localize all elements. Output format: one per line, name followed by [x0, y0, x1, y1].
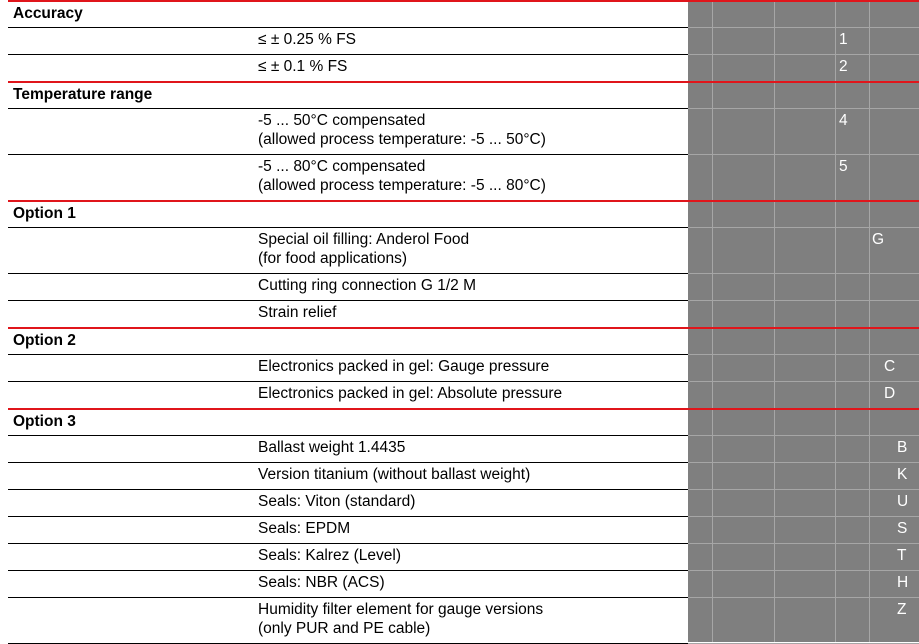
order-code: 5 — [839, 158, 848, 175]
description-line: ≤ ± 0.25 % FS — [258, 31, 356, 48]
section-title: Option 2 — [13, 332, 76, 349]
section-header — [0, 81, 919, 108]
description-line: (only PUR and PE cable) — [258, 620, 431, 637]
table-row — [0, 54, 919, 81]
option-description — [258, 384, 562, 403]
table-row — [0, 597, 919, 643]
order-code: S — [897, 520, 908, 537]
table-row — [0, 273, 919, 300]
order-code: 2 — [839, 58, 848, 75]
option-description — [258, 276, 476, 295]
option-description — [258, 157, 546, 195]
table-row — [0, 543, 919, 570]
section-header — [0, 408, 919, 435]
description-line: Seals: Viton (standard) — [258, 493, 416, 510]
option-description — [258, 30, 356, 49]
description-line: (for food applications) — [258, 250, 408, 267]
table-row — [0, 354, 919, 381]
table-row — [0, 108, 919, 154]
order-code: T — [897, 547, 907, 564]
description-line: Seals: NBR (ACS) — [258, 574, 385, 591]
table-row — [0, 154, 919, 200]
option-description — [258, 303, 336, 322]
order-code: G — [872, 231, 885, 248]
description-line: Version titanium (without ballast weight) — [258, 466, 531, 483]
option-description — [258, 357, 549, 376]
order-code: C — [884, 358, 896, 375]
description-line: Seals: Kalrez (Level) — [258, 547, 402, 564]
order-code: K — [897, 466, 908, 483]
table-row — [0, 300, 919, 327]
description-line: Electronics packed in gel: Gauge pressure — [258, 358, 550, 375]
order-code: B — [897, 439, 908, 456]
description-line: Electronics packed in gel: Absolute pressure — [258, 385, 563, 402]
order-code: U — [897, 493, 909, 510]
description-line: (allowed process temperature: -5 ... 50°C) — [258, 131, 546, 148]
option-description — [258, 465, 530, 484]
table-row — [0, 27, 919, 54]
table-row — [0, 516, 919, 543]
section-header — [0, 200, 919, 227]
section-title: Option 1 — [13, 205, 76, 222]
table-row — [0, 435, 919, 462]
table-row — [0, 462, 919, 489]
option-description — [258, 57, 347, 76]
table-row — [0, 570, 919, 597]
order-code: 4 — [839, 112, 848, 129]
order-code: D — [884, 385, 896, 402]
description-line: -5 ... 80°C compensated — [258, 158, 426, 175]
table-row — [0, 227, 919, 273]
section-title: Temperature range — [13, 86, 153, 103]
section-header — [0, 0, 919, 27]
option-description — [258, 600, 543, 638]
description-line: Cutting ring connection G 1/2 M — [258, 277, 476, 294]
option-description — [258, 573, 385, 592]
description-line: Strain relief — [258, 304, 337, 321]
option-description — [258, 438, 405, 457]
option-description — [258, 546, 401, 565]
section-header — [0, 327, 919, 354]
table-row — [0, 381, 919, 408]
description-line: Humidity filter element for gauge versions — [258, 601, 544, 618]
option-description — [258, 519, 350, 538]
description-line: Ballast weight 1.4435 — [258, 439, 406, 456]
table-row — [0, 489, 919, 516]
description-line: -5 ... 50°C compensated — [258, 112, 426, 129]
order-code: Z — [897, 601, 907, 618]
option-description — [258, 492, 415, 511]
option-description — [258, 230, 469, 268]
option-description — [258, 111, 546, 149]
description-line: Seals: EPDM — [258, 520, 351, 537]
description-line: Special oil filling: Anderol Food — [258, 231, 470, 248]
section-title: Accuracy — [13, 5, 83, 22]
description-line: ≤ ± 0.1 % FS — [258, 58, 348, 75]
section-title: Option 3 — [13, 413, 76, 430]
description-line: (allowed process temperature: -5 ... 80°C) — [258, 177, 546, 194]
order-code: 1 — [839, 31, 848, 48]
order-code: H — [897, 574, 909, 591]
